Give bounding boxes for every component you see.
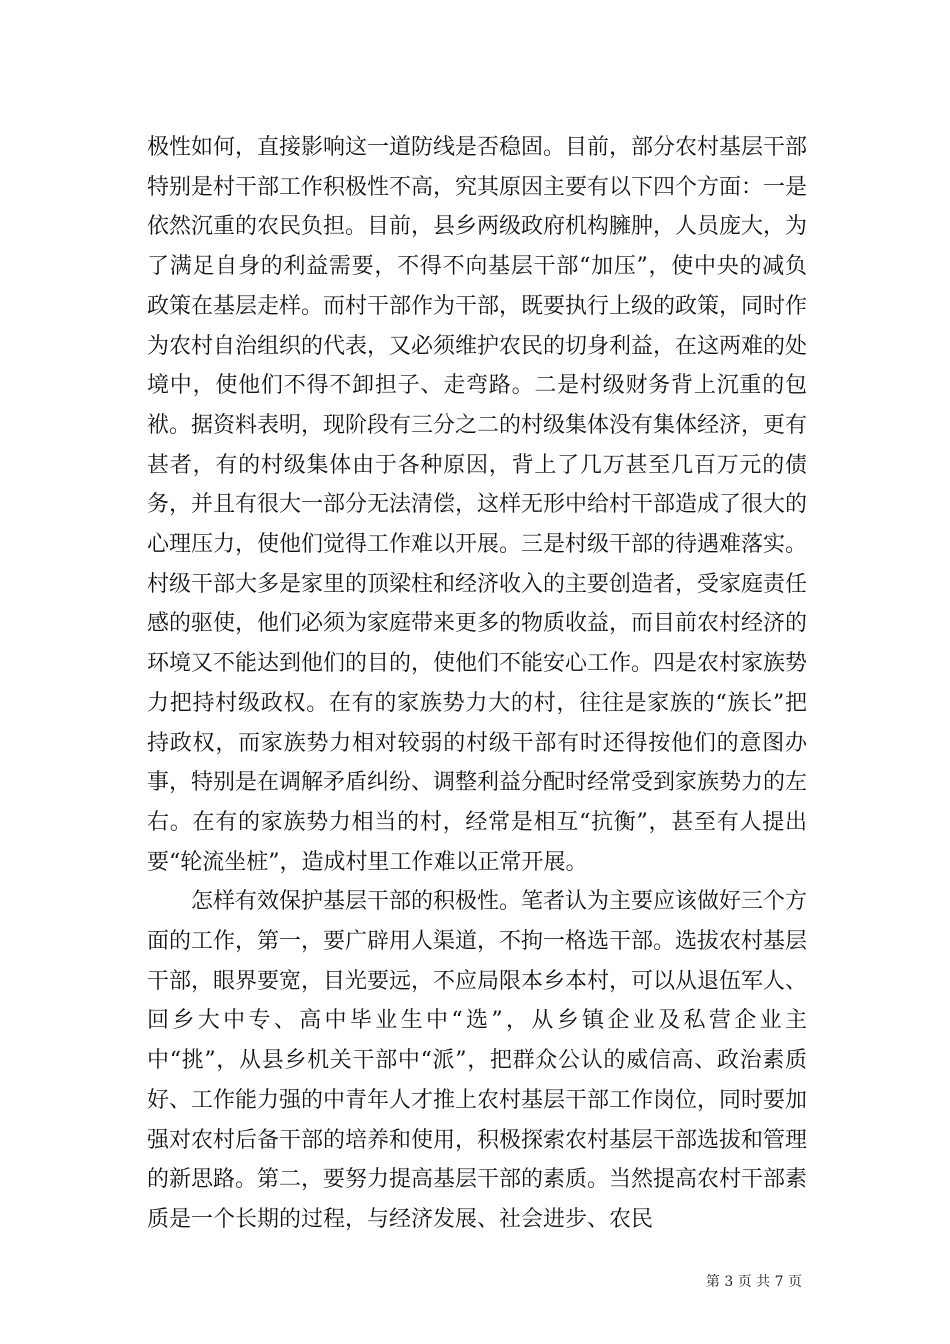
paragraph-1: 极性如何，直接影响这一道防线是否稳固。目前，部分农村基层干部特别是村干部工作积极性不高，究其原因主要有以下四个方面：一是依然沉重的农民负担。目前，县乡两级政府机构臃肿，人员庞大，为了满足自身的利益需要，不得不向基层干部“加压”，使中央的减负政策在基层走样。而村干部作为干部，既要执行上级的政策，同时作为农村自治组织的代表，又必须维护农民的切身利益，在这两难的处境中，使他们不得不卸担子、走弯路。二是村级财务背上沉重的包袱。据资料表明，现阶段有三分之二的村级集体没有集体经济，更有甚者，有的村级集体由于各种原因，背上了几万甚至几百万元的债务，并且有很大一部分无法清偿，这样无形中给村干部造成了很大的心理压力，使他们觉得工作难以开展。三是村级干部的待遇难落实。村级干部大多是家里的顶梁柱和经济收入的主要创造者，受家庭责任感的驱使，他们必须为家庭带来更多的物质收益，而目前农村经济的环境又不能达到他们的目的，使他们不能安心工作。四是农村家族势力把持村级政权。在有的家族势力大的村，往往是家族的“族长”把持政权，而家族势力相对较弱的村级干部有时还得按他们的意图办事，特别是在调解矛盾纠纷、调整利益分配时经常受到家族势力的左右。在有的家族势力相当的村，经常是相互“抗衡”，甚至有人提出要“轮流坐桩”，造成村里工作难以正常开展。 <box>147 135 808 875</box>
page-number: 第 3 页 共 7 页 <box>705 1274 802 1290</box>
body-text <box>147 128 807 1240</box>
paragraph-2: 怎样有效保护基层干部的积极性。笔者认为主要应该做好三个方面的工作，第一，要广辟用人渠道，不拘一格选干部。选拔农村基层干部，眼界要宽，目光要远，不应局限本乡本村，可以从退伍军人、回乡大中专、高中毕业生中“选”，从乡镇企业及私营企业主中“挑”，从县乡机关干部中“派”，把群众公认的威信高、政治素质好、工作能力强的中青年人才推上农村基层干部工作岗位，同时要加强对农村后备干部的培养和使用，积极探索农村基层干部选拔和管理的新思路。第二，要努力提高基层干部的素质。当然提高农村干部素质是一个长期的过程，与经济发展、社会进步、农民 <box>147 889 808 1232</box>
